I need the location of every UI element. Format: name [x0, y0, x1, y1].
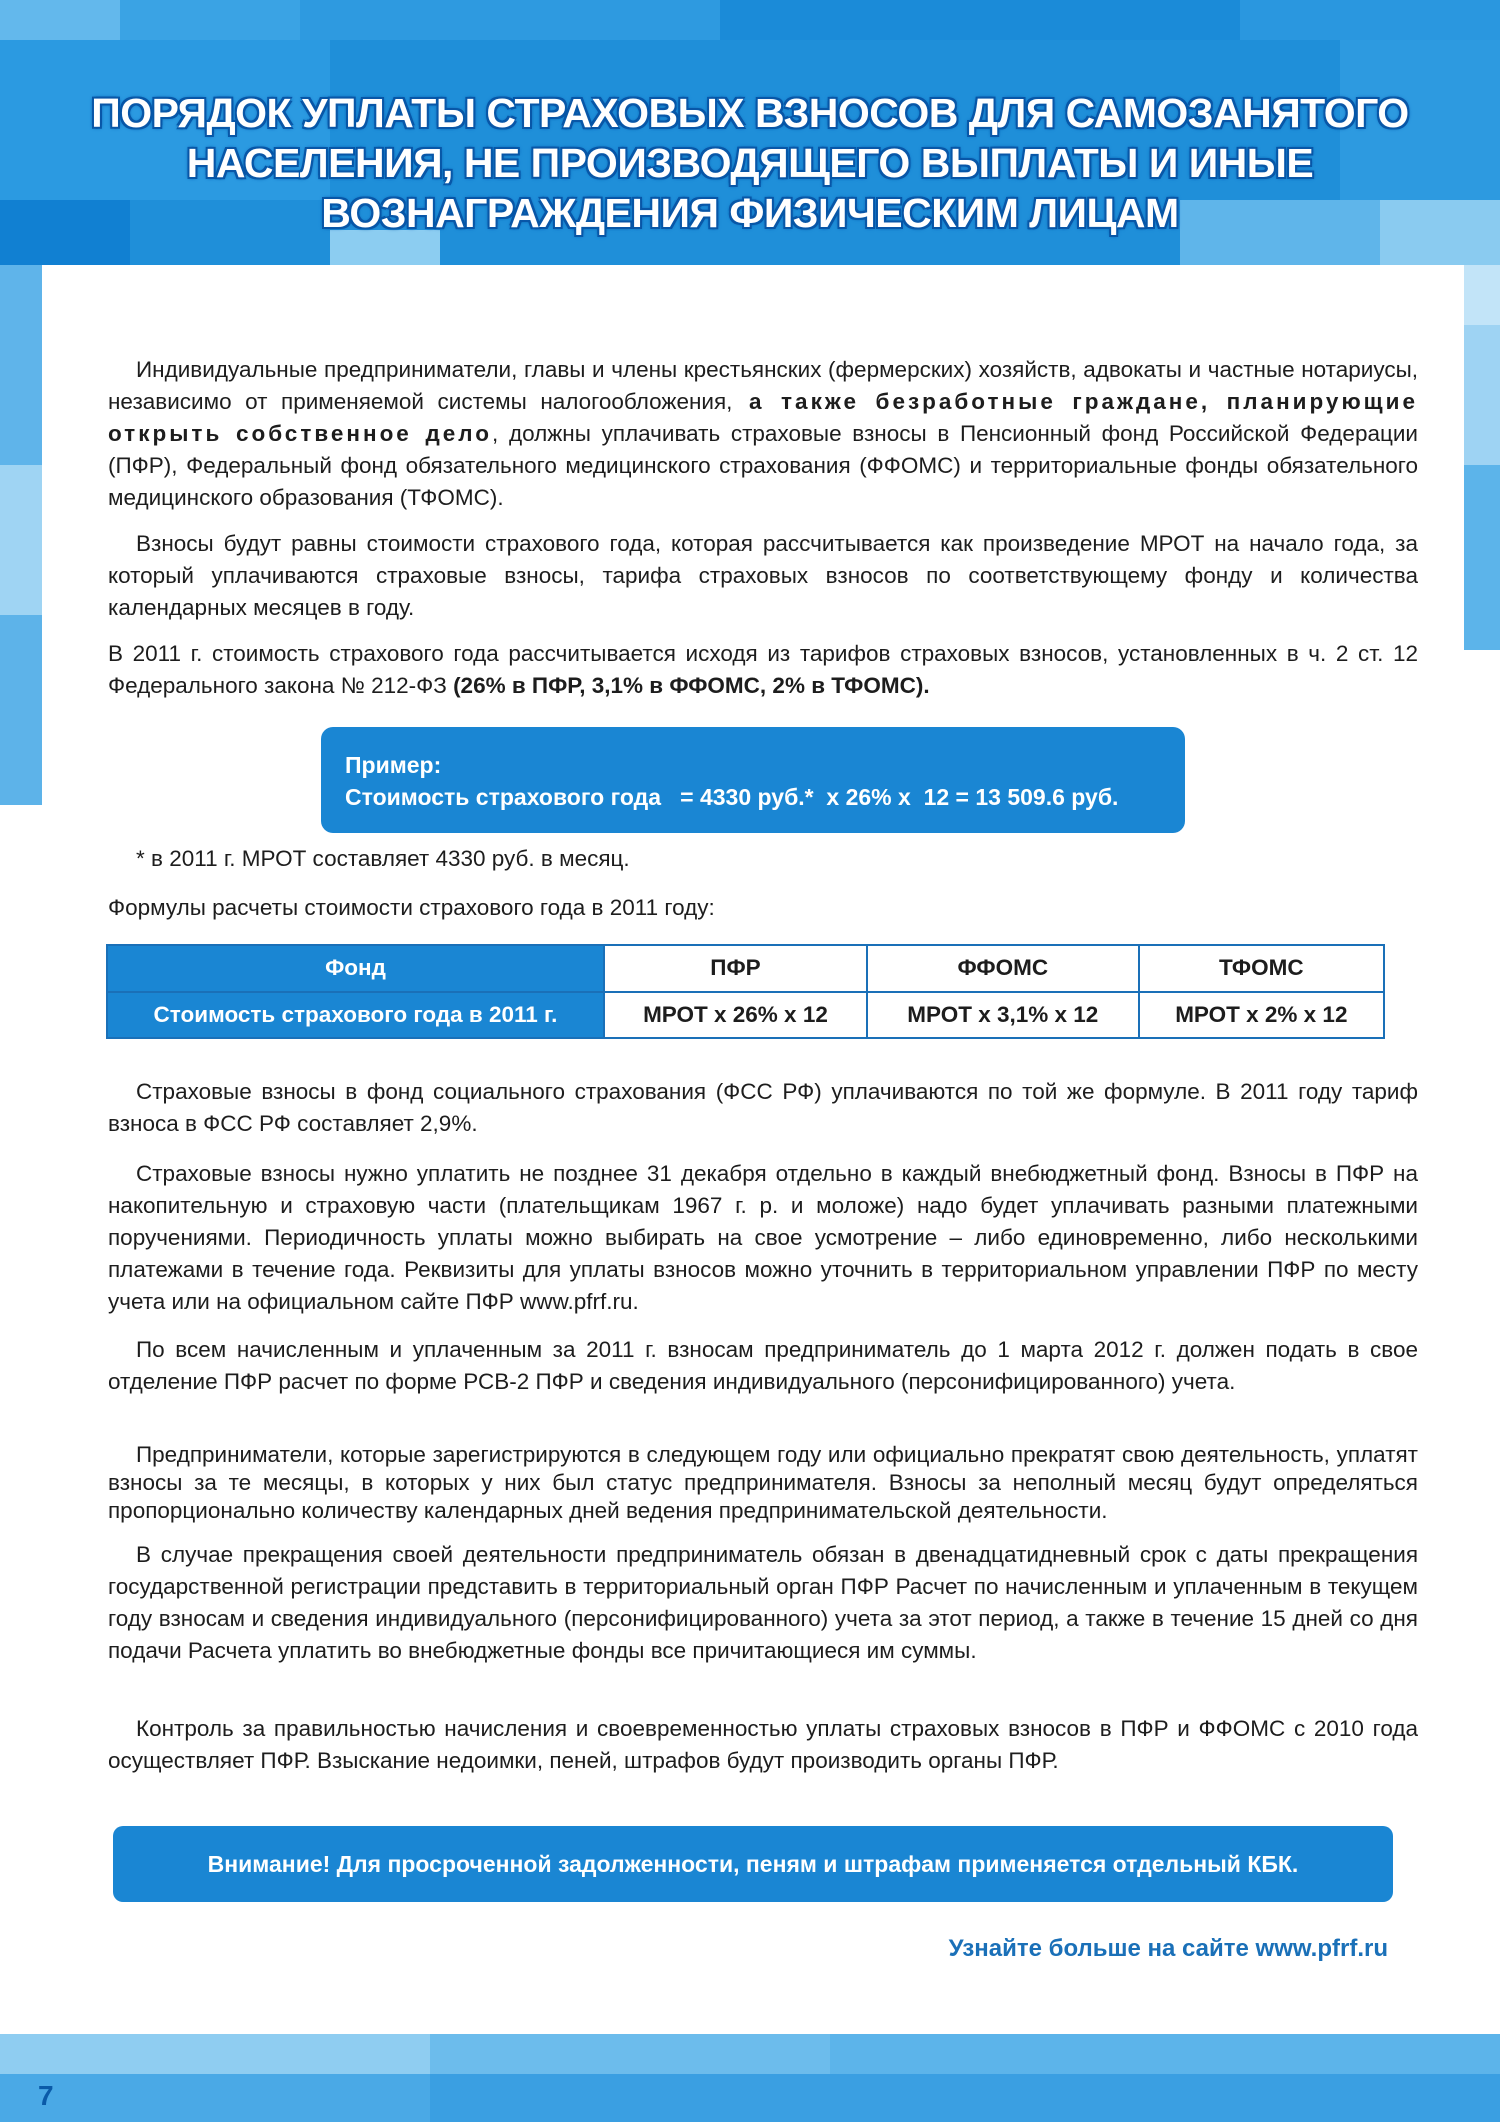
- left-strip: [0, 265, 42, 465]
- right-strip: [1464, 325, 1500, 465]
- example-box: [321, 727, 1185, 833]
- rates-bold: (26% в ПФР, 3,1% в ФФОМС, 2% в ТФОМС).: [453, 673, 930, 698]
- intro-text: Индивидуальные предприниматели, главы и члены крестьянских (фермерских) хозяйств, адвокаты и частные нотариусы, независимо от применяемой системы налогообложения,: [108, 357, 1418, 414]
- fss-paragraph: Страховые взносы в фонд социального страхования (ФСС РФ) уплачиваются по той же формуле. В 2011 году тариф взноса в ФСС РФ составляет 2,9%.: [108, 1079, 1418, 1136]
- table-cell: ТФОМС: [1139, 945, 1384, 992]
- table-cell: МРОТ x 26% x 12: [604, 992, 867, 1039]
- table-cell: Стоимость страхового года в 2011 г.: [107, 992, 604, 1039]
- table-row: [107, 945, 1384, 992]
- rates-paragraph: [108, 638, 1418, 702]
- right-strip: [1464, 465, 1500, 650]
- table-cell: ФФОМС: [867, 945, 1139, 992]
- example-formula: Стоимость страхового года = 4330 руб.* x 26% x 12 = 13 509.6 руб.: [345, 784, 1119, 810]
- notice-banner: Внимание! Для просроченной задолженности, пеням и штрафам применяется отдельный КБК.: [113, 1826, 1393, 1902]
- website-link[interactable]: Узнайте больше на сайте www.pfrf.ru: [948, 1935, 1388, 1962]
- formulas-heading: Формулы расчеты стоимости страхового года в 2011 году:: [108, 895, 715, 920]
- left-strip: [0, 465, 42, 615]
- rates-text: В 2011 г. стоимость страхового года рассчитывается исходя из тарифов страховых взносов, установленных в ч. 2 ст. 12 Федерального закона № 212-ФЗ: [108, 641, 1418, 698]
- deadline-paragraph: Страховые взносы нужно уплатить не позднее 31 декабря отдельно в каждый внебюджетный фонд. Взносы в ПФР на накопительную и страховую части (плательщикам 1967 г. р. и моложе) надо будет уплачивать разными платежными поручениями. Периодичность уплаты можно выбирать на свое усмотрение – либо единовременно, либо несколькими платежами в течение года. Реквизиты для уплаты взносов можно уточнить в территориальном управлении ПФР по месту учета или на официальном сайте ПФР www.pfrf.ru.: [108, 1161, 1418, 1314]
- contributions-paragraph: Взносы будут равны стоимости страхового года, которая рассчитывается как произведение МРОТ на начало года, за который уплачиваются страховые взносы, тарифа страховых взносов по соответствующему фонду и количества календарных месяцев в году.: [108, 531, 1418, 620]
- report-paragraph: По всем начисленным и уплаченным за 2011 г. взносам предприниматель до 1 марта 2012 г. должен подать в свое отделение ПФР расчет по форме РСВ-2 ПФР и сведения индивидуального (персонифицированного) учета.: [108, 1337, 1418, 1394]
- left-strip: [0, 615, 42, 805]
- control-paragraph: Контроль за правильностью начисления и своевременностью уплаты страховых взносов в ПФР и ФФОМС с 2010 года осуществляет ПФР. Взыскание недоимки, пеней, штрафов будут производить органы ПФР.: [108, 1716, 1418, 1773]
- table-cell: Фонд: [107, 945, 604, 992]
- intro-text-end: , должны уплачивать страховые взносы в Пенсионный фонд Российской Федерации (ПФР), Федеральный фонд обязательного медицинского страхования (ФФОМС) и территориальные фонды обязательного медицинского образования (ТФОМС).: [108, 421, 1418, 510]
- table-row: [107, 992, 1384, 1039]
- table-cell: МРОТ x 3,1% x 12: [867, 992, 1139, 1039]
- example-label: Пример:: [345, 752, 442, 778]
- page-title: ПОРЯДОК УПЛАТЫ СТРАХОВЫХ ВЗНОСОВ ДЛЯ САМОЗАНЯТОГО НАСЕЛЕНИЯ, НЕ ПРОИЗВОДЯЩЕГО ВЫПЛАТЫ И ИНЫЕ ВОЗНАГРАЖДЕНИЯ ФИЗИЧЕСКИМ ЛИЦАМ: [91, 90, 1409, 236]
- footnote: * в 2011 г. МРОТ составляет 4330 руб. в месяц.: [136, 846, 630, 871]
- termination-paragraph: В случае прекращения своей деятельности предприниматель обязан в двенадцатидневный срок с даты прекращения государственной регистрации представить в территориальный орган ПФР Расчет по начисленным и уплаченным в текущем году взносам и сведения индивидуального (персонифицированного) учета за этот период, а также в течение 15 дней со дня подачи Расчета уплатить во внебюджетные фонды все причитающиеся им суммы.: [108, 1542, 1418, 1663]
- table-cell: ПФР: [604, 945, 867, 992]
- table-cell: МРОТ x 2% x 12: [1139, 992, 1384, 1039]
- intro-emphasis: а также безработные граждане, планирующие открыть собственное дело: [108, 389, 1418, 446]
- right-strip: [1464, 265, 1500, 325]
- new-entrepreneurs-paragraph: Предприниматели, которые зарегистрируются в следующем году или официально прекратят свою деятельность, уплатят взносы за те месяцы, в которых у них был статус предпринимателя. Взносы за неполный месяц будут определяться пропорционально количеству календарных дней ведения предпринимательской деятельности.: [108, 1442, 1418, 1523]
- page-number: 7: [38, 2080, 54, 2111]
- footer-band: [0, 2034, 1500, 2122]
- fund-table: [106, 944, 1385, 1039]
- intro-paragraph: [108, 354, 1418, 514]
